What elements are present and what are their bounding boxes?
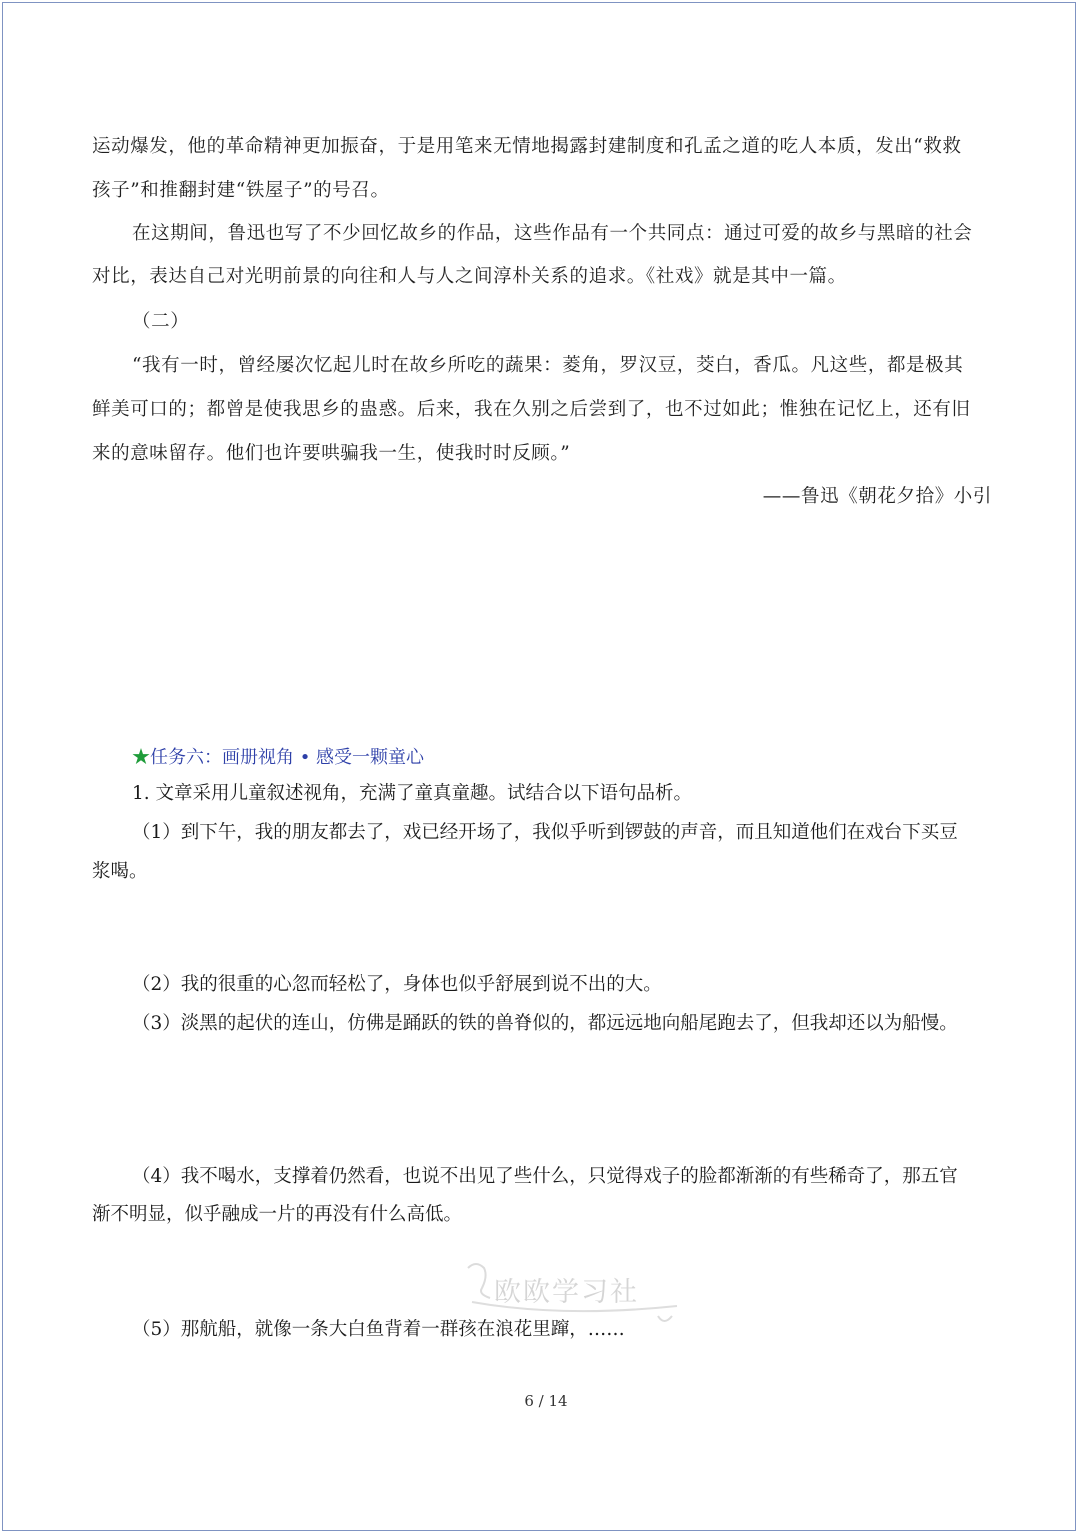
star-icon: ★	[132, 747, 150, 768]
watermark	[462, 1258, 682, 1338]
quote-line: 来的意味留存。他们也许要哄骗我一生，使我时时反顾。”	[92, 443, 571, 464]
question-item: 浆喝。	[92, 861, 148, 882]
page-number: 6 / 14	[524, 1392, 568, 1410]
quote-line: “我有一时，曾经屡次忆起儿时在故乡所吃的蔬果：菱角，罗汉豆，茭白，香瓜。凡这些，都是极其	[132, 355, 964, 376]
quote-line: 鲜美可口的；都曾是使我思乡的蛊惑。后来，我在久别之后尝到了，也不过如此；惟独在记忆上，还有旧	[92, 399, 971, 420]
paragraph-line: 孩子”和推翻封建“铁屋子”的号召。	[92, 180, 390, 201]
question-item: （3）淡黑的起伏的连山，仿佛是踊跃的铁的兽脊似的，都远远地向船尾跑去了，但我却还以为船慢。	[132, 1013, 958, 1034]
task-title-text: 任务六：画册视角 • 感受一颗童心	[150, 747, 425, 768]
question-item: （4）我不喝水，支撑着仍然看，也说不出见了些什么，只觉得戏子的脸都渐渐的有些稀奇了，那五官	[132, 1166, 958, 1187]
paragraph-line: 对比，表达自己对光明前景的向往和人与人之间淳朴关系的追求。《社戏》就是其中一篇。	[92, 266, 847, 287]
watermark-text: 欧欧学习社	[494, 1277, 639, 1308]
paragraph-line: 运动爆发，他的革命精神更加振奋，于是用笔来无情地揭露封建制度和孔孟之道的吃人本质，发出“救救	[92, 136, 962, 157]
task-title	[132, 743, 424, 769]
question-item: （5）那航船，就像一条大白鱼背着一群孩在浪花里蹿，……	[132, 1319, 625, 1340]
paragraph-line: 在这期间，鲁迅也写了不少回忆故乡的作品，这些作品有一个共同点：通过可爱的故乡与黑暗的社会	[132, 223, 973, 244]
question-intro: 1. 文章采用儿童叙述视角，充满了童真童趣。试结合以下语句品析。	[132, 783, 693, 804]
question-item: （1）到下午，我的朋友都去了，戏已经开场了，我似乎听到锣鼓的声音，而且知道他们在戏台下买豆	[132, 822, 958, 843]
section-heading: （二）	[132, 311, 190, 332]
quote-source: ——鲁迅《朝花夕拾》小引	[762, 486, 992, 507]
question-item: 渐不明显，似乎融成一片的再没有什么高低。	[92, 1204, 463, 1225]
question-item: （2）我的很重的心忽而轻松了，身体也似乎舒展到说不出的大。	[132, 974, 662, 995]
